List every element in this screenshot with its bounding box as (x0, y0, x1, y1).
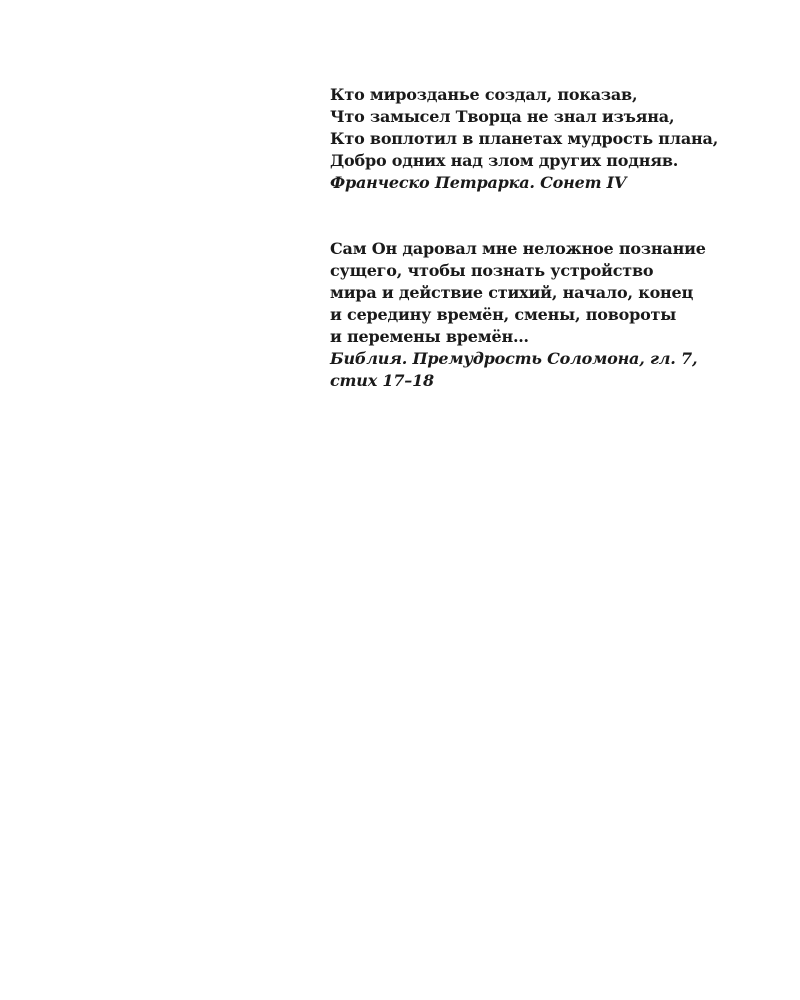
verse-line: Добро одних над злом других подняв. (330, 151, 679, 170)
quote-line: сущего, чтобы познать устройство (330, 261, 654, 280)
epigraph-solomon (330, 238, 750, 392)
quote-line: мира и действие стихий, начало, конец (330, 283, 694, 302)
verse-line: Кто воплотил в планетах мудрость плана, (330, 129, 719, 148)
verse-line: Что замысел Творца не знал изъяна, (330, 107, 675, 126)
quote-line: Сам Он даровал мне неложное познание (330, 239, 706, 258)
epigraph-petrarch (330, 84, 750, 194)
verse-line: Кто мирозданье создал, показав, (330, 85, 638, 104)
epigraph-attribution: Франческо Петрарка. Сонет IV (330, 173, 627, 192)
quote-line: и перемены времён… (330, 327, 529, 346)
epigraph-attribution: стих 17–18 (330, 371, 434, 390)
epigraph-attribution: Библия. Премудрость Соломона, гл. 7, (330, 349, 698, 368)
quote-line: и середину времён, смены, повороты (330, 305, 677, 324)
